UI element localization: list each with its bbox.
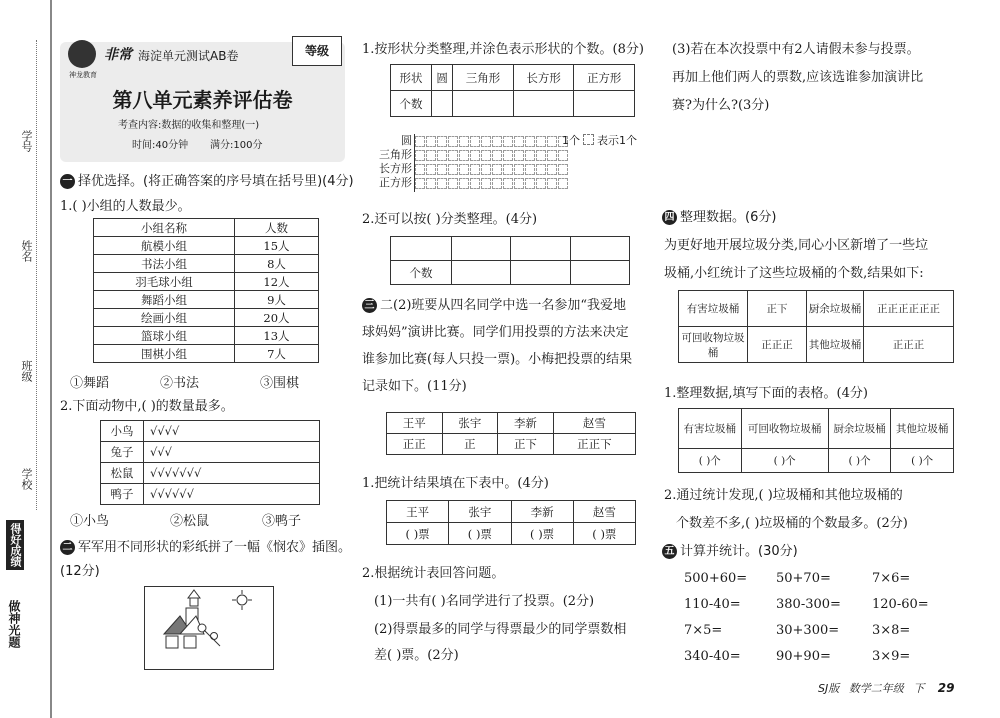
group-table bbox=[93, 218, 319, 363]
shape-header: 正方形 bbox=[574, 65, 635, 91]
grid-row bbox=[415, 178, 569, 189]
vote-tally-table bbox=[386, 412, 636, 455]
s4-q2: 2.通过统计发现,( )垃圾桶和其他垃圾桶的 bbox=[664, 488, 903, 503]
option: ②松鼠 bbox=[170, 514, 210, 529]
count-cell: 15人 bbox=[235, 237, 319, 255]
margin-slogan: 做神光题 bbox=[7, 600, 21, 648]
grid-cell[interactable] bbox=[536, 136, 546, 147]
grid-cell[interactable] bbox=[492, 150, 502, 161]
group-cell: 书法小组 bbox=[94, 255, 235, 273]
intro-line: 为更好地开展垃圾分类,同心小区新增了一些垃 bbox=[664, 238, 929, 253]
grid-cell[interactable] bbox=[503, 164, 513, 175]
vote-cell[interactable]: ( )票 bbox=[573, 523, 635, 545]
tally-cell: 正下 bbox=[748, 291, 807, 327]
section-2-num: 二 bbox=[60, 540, 75, 555]
blank-cell[interactable] bbox=[511, 237, 570, 261]
calc-item: 3×8= bbox=[872, 623, 911, 638]
brand: 非常 bbox=[104, 47, 132, 63]
grid-cell[interactable] bbox=[426, 178, 436, 189]
section-1-text: 择优选择。(将正确答案的序号填在括号里)(4分) bbox=[78, 174, 354, 189]
vote-count-table bbox=[386, 500, 636, 545]
count-cell[interactable]: ( )个 bbox=[828, 449, 891, 473]
candidate-name: 李新 bbox=[498, 413, 554, 434]
count-cell: 12人 bbox=[235, 273, 319, 291]
vote-cell[interactable]: ( )票 bbox=[449, 523, 511, 545]
section-2-heading bbox=[60, 536, 351, 555]
s2-q1: 1.按形状分类整理,并涂色表示形状的个数。(8分) bbox=[362, 42, 644, 57]
section-5-num: 五 bbox=[662, 544, 677, 559]
grid-cell[interactable] bbox=[503, 150, 513, 161]
grid-cell[interactable] bbox=[514, 136, 524, 147]
calc-item: 110-40= bbox=[684, 597, 741, 612]
page-title: 第八单元素养评估卷 bbox=[112, 88, 293, 112]
cut-line bbox=[36, 40, 37, 510]
candidate-name: 李新 bbox=[511, 501, 573, 523]
grid-row bbox=[415, 150, 569, 161]
grid-cell[interactable] bbox=[558, 150, 568, 161]
shape-label: 长方形 bbox=[379, 162, 412, 175]
count-cell: 9人 bbox=[235, 291, 319, 309]
grid-cell[interactable] bbox=[536, 150, 546, 161]
animal-cell: 小鸟 bbox=[101, 421, 144, 442]
tally-cell: 正正下 bbox=[553, 434, 635, 455]
bin-type: 其他垃圾桶 bbox=[807, 327, 864, 363]
grid-cell[interactable] bbox=[448, 150, 458, 161]
row-label: 个数 bbox=[391, 91, 432, 117]
section-3-num: 三 bbox=[362, 298, 377, 313]
bin-header: 其他垃圾桶 bbox=[891, 409, 954, 449]
margin-label-name: 姓名 bbox=[20, 240, 33, 262]
calc-item: 120-60= bbox=[872, 597, 929, 612]
grid-cell[interactable] bbox=[426, 150, 436, 161]
shape-header: 圆 bbox=[431, 65, 452, 91]
grid-cell[interactable] bbox=[503, 136, 513, 147]
margin-label-school: 学校 bbox=[20, 468, 33, 490]
blank-cell[interactable] bbox=[452, 261, 511, 285]
grid-cell[interactable] bbox=[459, 164, 469, 175]
page-number: 29 bbox=[937, 681, 955, 695]
topic: 考查内容:数据的收集和整理(一) bbox=[118, 120, 260, 131]
option: ③围棋 bbox=[260, 376, 300, 391]
section-4-text: 整理数据。(6分) bbox=[680, 210, 777, 225]
vote-cell[interactable]: ( )票 bbox=[387, 523, 449, 545]
grid-cell[interactable] bbox=[481, 150, 491, 161]
time-limit: 时间:40分钟 bbox=[132, 140, 189, 151]
logo-text: 神龙教育 bbox=[69, 71, 97, 79]
s3-q1: 1.把统计结果填在下表中。(4分) bbox=[362, 476, 549, 491]
grid-cell[interactable] bbox=[437, 164, 447, 175]
grid-cell[interactable] bbox=[448, 164, 458, 175]
grid-cell[interactable] bbox=[492, 164, 502, 175]
blank-cell[interactable] bbox=[391, 237, 452, 261]
grid-cell[interactable] bbox=[437, 150, 447, 161]
grid-cell[interactable] bbox=[470, 178, 480, 189]
shape-header: 形状 bbox=[391, 65, 432, 91]
grade-box: 等级 bbox=[292, 36, 342, 66]
bin-header: 可回收物垃圾桶 bbox=[741, 409, 828, 449]
answer-cell[interactable] bbox=[453, 91, 514, 117]
grid-cell[interactable] bbox=[437, 178, 447, 189]
candidate-name: 张宇 bbox=[442, 413, 498, 434]
bin-type: 有害垃圾桶 bbox=[679, 291, 748, 327]
tally-cell: 正正正 bbox=[864, 327, 954, 363]
s3-q3 bbox=[672, 36, 972, 120]
group-cell: 围棋小组 bbox=[94, 345, 235, 363]
group-table-header: 人数 bbox=[235, 219, 319, 237]
calc-item: 7×5= bbox=[684, 623, 723, 638]
s1-q2: 2.下面动物中,( )的数量最多。 bbox=[60, 399, 234, 414]
q3-line: 赛?为什么?(3分) bbox=[672, 98, 770, 113]
tally-cell: 正正正 bbox=[748, 327, 807, 363]
check-cell: √√√√ bbox=[144, 421, 320, 442]
grid-cell[interactable] bbox=[415, 150, 425, 161]
animal-cell: 松鼠 bbox=[101, 463, 144, 484]
intro-line: 圾桶,小红统计了这些垃圾桶的个数,结果如下: bbox=[664, 266, 924, 281]
check-cell: √√√√√√√ bbox=[144, 463, 320, 484]
section-5-heading bbox=[662, 540, 798, 559]
calc-item: 7×6= bbox=[872, 571, 911, 586]
group-table-header: 小组名称 bbox=[94, 219, 235, 237]
group-cell: 绘画小组 bbox=[94, 309, 235, 327]
calc-item: 30+300= bbox=[776, 623, 840, 638]
section-1-heading bbox=[60, 170, 354, 189]
grid-cell[interactable] bbox=[481, 136, 491, 147]
grid-cell[interactable] bbox=[536, 164, 546, 175]
grid-cell[interactable] bbox=[481, 164, 491, 175]
s3-q2-1: (1)一共有( )名同学进行了投票。(2分) bbox=[374, 594, 595, 609]
series-name: 海淀单元测试AB卷 bbox=[138, 49, 239, 63]
grid-row bbox=[415, 164, 569, 175]
s3-q2: 2.根据统计表回答问题。 bbox=[362, 566, 505, 581]
grid-cell[interactable] bbox=[547, 136, 557, 147]
count-cell[interactable]: ( )个 bbox=[679, 449, 742, 473]
s2-q2: 2.还可以按( )分类整理。(4分) bbox=[362, 212, 538, 227]
calc-item: 340-40= bbox=[684, 649, 741, 664]
grid-cell[interactable] bbox=[492, 178, 502, 189]
option: ③鸭子 bbox=[262, 514, 302, 529]
grid-cell[interactable] bbox=[514, 150, 524, 161]
intro-line: 二(2)班要从四名同学中选一名参加“我爱地 bbox=[380, 298, 627, 313]
tally-cell: 正正 bbox=[387, 434, 443, 455]
intro-line: 球妈妈”演讲比赛。同学们用投票的方法来决定 bbox=[362, 325, 629, 340]
section-4-num: 四 bbox=[662, 210, 677, 225]
blank-cell[interactable] bbox=[452, 237, 511, 261]
blank-cell[interactable] bbox=[570, 261, 629, 285]
bin-tally-table bbox=[678, 290, 954, 363]
animal-cell: 鸭子 bbox=[101, 484, 144, 505]
candidate-name: 王平 bbox=[387, 501, 449, 523]
footer-volume: 下 bbox=[913, 682, 925, 695]
count-cell[interactable]: ( )个 bbox=[741, 449, 828, 473]
q3-line: (3)若在本次投票中有2人请假未参与投票。 bbox=[672, 42, 920, 57]
footer-subject: 数学二年级 bbox=[848, 682, 904, 695]
shape-label: 圆 bbox=[401, 134, 412, 147]
margin-label-id: 学号 bbox=[20, 130, 33, 152]
section-4-heading bbox=[662, 206, 776, 225]
section-1-num: 一 bbox=[60, 174, 75, 189]
count-cell: 13人 bbox=[235, 327, 319, 345]
s3-q2-2: (2)得票最多的同学与得票最少的同学票数相 bbox=[374, 622, 627, 637]
shape-label: 三角形 bbox=[379, 148, 412, 161]
s3-q2-2b: 差( )票。(2分) bbox=[374, 648, 459, 663]
option: ①舞蹈 bbox=[70, 376, 110, 391]
group-cell: 舞蹈小组 bbox=[94, 291, 235, 309]
grid-cell[interactable] bbox=[459, 136, 469, 147]
grid-cell[interactable] bbox=[415, 136, 425, 147]
grid-cell[interactable] bbox=[547, 150, 557, 161]
grid-row bbox=[415, 136, 569, 147]
candidate-name: 张宇 bbox=[449, 501, 511, 523]
margin-label-class: 班级 bbox=[20, 360, 33, 382]
grid-cell[interactable] bbox=[415, 164, 425, 175]
bin-type: 可回收物垃圾桶 bbox=[679, 327, 748, 363]
footer bbox=[818, 680, 954, 696]
calc-item: 50+70= bbox=[776, 571, 831, 586]
option: ②书法 bbox=[160, 376, 200, 391]
bin-type: 厨余垃圾桶 bbox=[807, 291, 864, 327]
calc-item: 380-300= bbox=[776, 597, 841, 612]
blank-cell[interactable] bbox=[570, 237, 629, 261]
tally-cell: 正 bbox=[442, 434, 498, 455]
grid-cell[interactable] bbox=[481, 178, 491, 189]
calc-grid bbox=[684, 566, 964, 670]
section-4-intro bbox=[664, 232, 964, 288]
logo-icon bbox=[68, 40, 96, 68]
grid-cell[interactable] bbox=[448, 136, 458, 147]
count-cell: 20人 bbox=[235, 309, 319, 327]
grid-cell[interactable] bbox=[525, 164, 535, 175]
shape-table bbox=[390, 64, 635, 117]
blank-cell[interactable] bbox=[511, 261, 570, 285]
answer-cell[interactable] bbox=[431, 91, 452, 117]
grid-cell[interactable] bbox=[536, 178, 546, 189]
answer-cell[interactable] bbox=[574, 91, 635, 117]
shape-header: 长方形 bbox=[513, 65, 574, 91]
shape-header: 三角形 bbox=[453, 65, 514, 91]
full-score: 满分:100分 bbox=[210, 140, 263, 151]
q3-line: 再加上他们两人的票数,应该选谁参加演讲比 bbox=[672, 70, 924, 85]
section-2-score: (12分) bbox=[60, 564, 100, 579]
group-cell: 篮球小组 bbox=[94, 327, 235, 345]
vote-cell[interactable]: ( )票 bbox=[511, 523, 573, 545]
grid-cell[interactable] bbox=[514, 178, 524, 189]
animal-cell: 兔子 bbox=[101, 442, 144, 463]
s1-q1: 1.( )小组的人数最少。 bbox=[60, 199, 191, 214]
animal-table bbox=[100, 420, 320, 505]
grid-cell[interactable] bbox=[459, 150, 469, 161]
grid-cell[interactable] bbox=[492, 136, 502, 147]
grid-cell[interactable] bbox=[448, 178, 458, 189]
grid-cell[interactable] bbox=[426, 136, 436, 147]
bin-count-table bbox=[678, 408, 954, 473]
tally-cell: 正下 bbox=[498, 434, 554, 455]
count-cell: 7人 bbox=[235, 345, 319, 363]
min-nong-illustration bbox=[144, 586, 274, 670]
option: ①小鸟 bbox=[70, 514, 110, 529]
grid-cell[interactable] bbox=[503, 178, 513, 189]
calc-item: 3×9= bbox=[872, 649, 911, 664]
answer-cell[interactable] bbox=[513, 91, 574, 117]
grid-cell[interactable] bbox=[470, 150, 480, 161]
check-cell: √√√ bbox=[144, 442, 320, 463]
group-cell: 羽毛球小组 bbox=[94, 273, 235, 291]
grid-cell[interactable] bbox=[426, 164, 436, 175]
grid-cell[interactable] bbox=[437, 136, 447, 147]
count-cell[interactable]: ( )个 bbox=[891, 449, 954, 473]
grid-cell[interactable] bbox=[558, 164, 568, 175]
grid-cell[interactable] bbox=[459, 178, 469, 189]
grid-cell[interactable] bbox=[470, 164, 480, 175]
alt-classify-table bbox=[390, 236, 630, 285]
grid-cell[interactable] bbox=[514, 164, 524, 175]
candidate-name: 赵雪 bbox=[553, 413, 635, 434]
grid-cell[interactable] bbox=[547, 178, 557, 189]
grid-cell[interactable] bbox=[558, 178, 568, 189]
intro-line: 谁参加比赛(每人只投一票)。小梅把投票的结果 bbox=[362, 352, 633, 367]
group-cell: 航模小组 bbox=[94, 237, 235, 255]
shape-labels bbox=[372, 134, 412, 190]
legend-box bbox=[583, 134, 594, 145]
grid-cell[interactable] bbox=[525, 178, 535, 189]
legend-count: 1个 bbox=[562, 134, 580, 147]
calc-item: 90+90= bbox=[776, 649, 831, 664]
s4-q1: 1.整理数据,填写下面的表格。(4分) bbox=[664, 386, 868, 401]
intro-line: 记录如下。(11分) bbox=[362, 379, 467, 394]
bin-header: 厨余垃圾桶 bbox=[828, 409, 891, 449]
row-label: 个数 bbox=[391, 261, 452, 285]
s4-q2b: 个数差不多,( )垃圾桶的个数最多。(2分) bbox=[676, 516, 908, 531]
footer-edition: SJ版 bbox=[818, 682, 840, 695]
bin-header: 有害垃圾桶 bbox=[679, 409, 742, 449]
check-cell: √√√√√√ bbox=[144, 484, 320, 505]
grid-cell[interactable] bbox=[470, 136, 480, 147]
count-cell: 8人 bbox=[235, 255, 319, 273]
section-2-text: 军军用不同形状的彩纸拼了一幅《悯农》插图。 bbox=[78, 540, 352, 555]
candidate-name: 赵雪 bbox=[573, 501, 635, 523]
tally-cell: 正正正正正正 bbox=[864, 291, 954, 327]
calc-item: 500+60= bbox=[684, 571, 748, 586]
candidate-name: 王平 bbox=[387, 413, 443, 434]
margin-badge: 得好成绩 bbox=[6, 520, 24, 570]
grid-cell[interactable] bbox=[525, 136, 535, 147]
grid-cell[interactable] bbox=[415, 178, 425, 189]
shape-label: 正方形 bbox=[379, 176, 412, 189]
grid-cell[interactable] bbox=[547, 164, 557, 175]
legend-text: 表示1个 bbox=[597, 134, 637, 147]
grid-cell[interactable] bbox=[525, 150, 535, 161]
section-3-intro bbox=[362, 292, 647, 400]
section-5-text: 计算并统计。(30分) bbox=[680, 544, 798, 559]
